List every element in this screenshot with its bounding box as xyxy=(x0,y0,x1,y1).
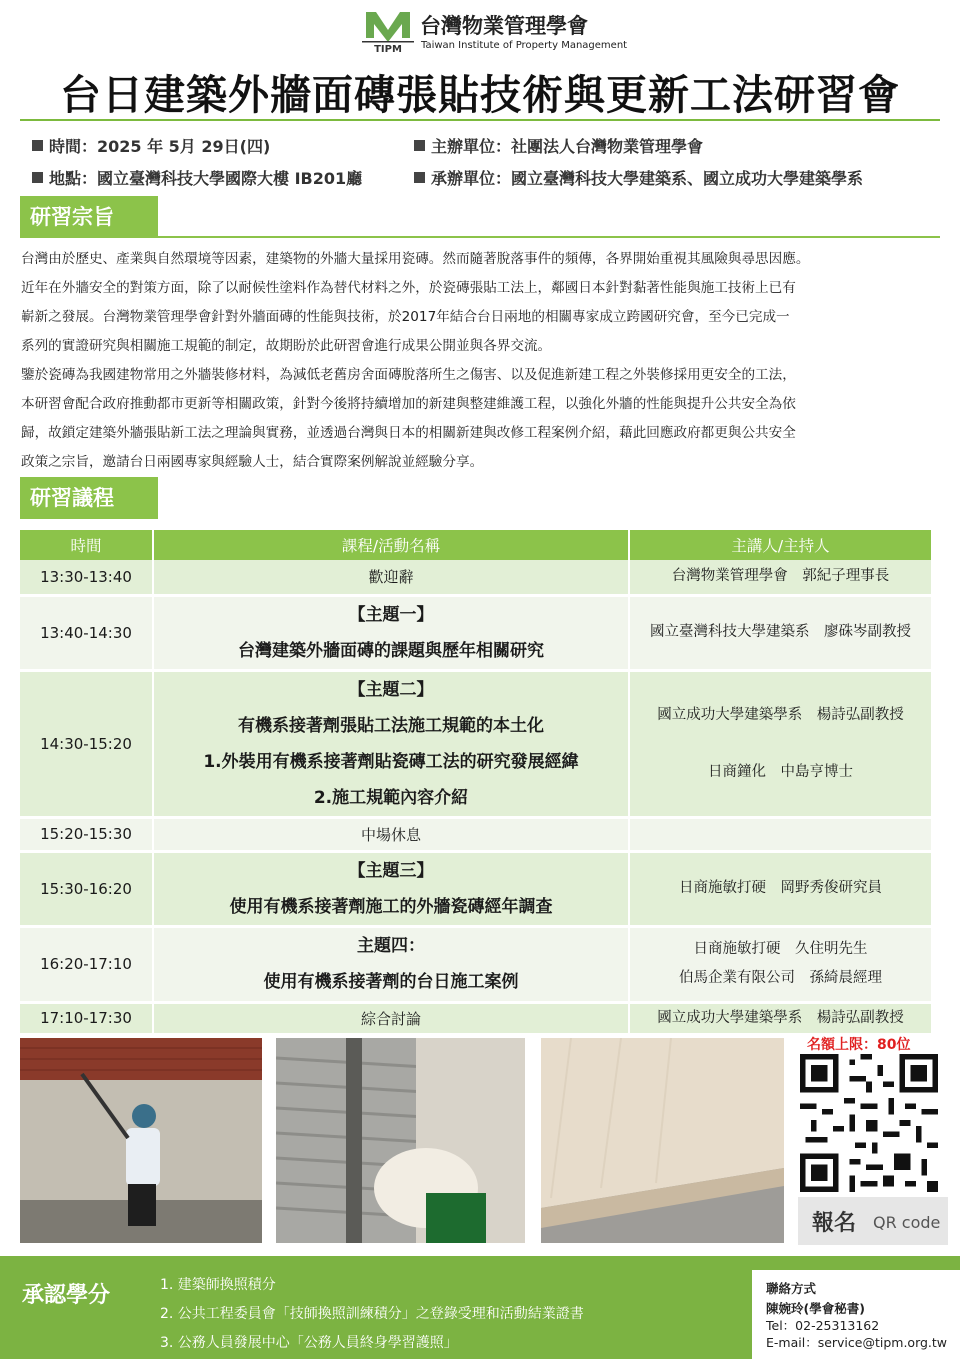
row-time: 17:10-17:30 xyxy=(20,1002,153,1034)
row-speaker xyxy=(629,926,932,1002)
event-place-text: 地點：國立臺灣科技大學國際大樓 IB201廳 xyxy=(49,169,363,188)
row-time: 15:30-16:20 xyxy=(20,851,153,926)
purpose-rule xyxy=(20,236,940,238)
topic-line: 【主題二】 xyxy=(348,679,434,700)
credit-item: 1. 建築師換照積分 xyxy=(160,1277,276,1293)
speaker-line: 國立成功大學建築學系 楊詩弘副教授 xyxy=(657,706,904,723)
credit-item: 3. 公務人員發展中心「公務人員終身學習護照」 xyxy=(160,1335,458,1351)
col-topic: 課程/活動名稱 xyxy=(153,530,629,560)
qr-label-sub: QR code xyxy=(873,1213,941,1232)
title-divider xyxy=(20,119,940,121)
purpose-line: 系列的實證研究與相關施工規範的制定，故期盼於此研習會進行成果公開並與各界交流。 xyxy=(21,338,552,354)
row-topic xyxy=(153,926,629,1002)
topic-line: 1.外裝用有機系接著劑貼瓷磚工法的研究發展經緯 xyxy=(203,751,579,772)
topic-line: 台灣建築外牆面磚的課題與歷年相關研究 xyxy=(238,640,544,661)
table-row xyxy=(20,595,932,670)
topic-line: 【主題一】 xyxy=(348,604,434,625)
table-row xyxy=(20,670,932,817)
purpose-line: 鑒於瓷磚為我國建物常用之外牆裝修材料，為減低老舊房舍面磚脫落所生之傷害、以及促進新建工程之外裝修採用更安全的工法， xyxy=(21,367,796,383)
purpose-line: 政策之宗旨，邀請台日兩國專家與經驗人士，結合實際案例解說並經驗分享。 xyxy=(21,454,484,470)
row-topic xyxy=(153,595,629,670)
purpose-line: 台灣由於歷史、產業與自然環境等因素，建築物的外牆大量採用瓷磚。然而隨著脫落事件的頻傳，各界開始重視其風險與尋思因應。 xyxy=(21,251,810,267)
page-title: 台日建築外牆面磚張貼技術與更新工法研習會 xyxy=(60,71,900,119)
bullet-square-icon xyxy=(32,172,43,183)
bullet-square-icon xyxy=(32,140,43,151)
purpose-line: 歸，故鎖定建築外牆張貼新工法之理論與實務，並透過台灣與日本的相關新建與改修工程案例介紹，藉此回應政府都更與公共安全 xyxy=(21,425,796,441)
purpose-text xyxy=(21,245,941,477)
org-name: 台灣物業管理學會 xyxy=(420,14,588,38)
bullet-square-icon xyxy=(414,172,425,183)
credit-item: 2. 公共工程委員會「技師換照訓練積分」之登錄受理和活動結業證書 xyxy=(160,1306,584,1322)
agenda-table xyxy=(20,530,933,1036)
purpose-line: 嶄新之發展。台灣物業管理學會針對外牆面磚的性能與技術，於2017年結合台日兩地的相關專家成立跨國研究會，至今已完成一 xyxy=(21,309,790,325)
contact-heading: 聯絡方式 xyxy=(766,1281,817,1296)
agenda-heading: 研習議程 xyxy=(20,477,158,519)
row-topic xyxy=(153,670,629,817)
event-time-text: 時間：2025 年 5月 29日(四) xyxy=(49,137,271,156)
row-speaker: 台灣物業管理學會 郭紀子理事長 xyxy=(629,560,932,595)
contact-tel[interactable]: Tel：02-25313162 xyxy=(766,1318,880,1333)
table-row xyxy=(20,1002,932,1034)
tile-closeup-photo xyxy=(541,1038,784,1243)
credits-title: 承認學分 xyxy=(22,1283,111,1308)
col-time: 時間 xyxy=(20,530,153,560)
bullet-square-icon xyxy=(414,140,425,151)
event-time xyxy=(32,134,270,157)
organizer xyxy=(414,134,703,157)
topic-line: 使用有機系接著劑施工的外牆瓷磚經年調查 xyxy=(229,896,553,917)
purpose-heading: 研習宗旨 xyxy=(20,196,158,238)
row-topic xyxy=(153,851,629,926)
topic-line: 主題四： xyxy=(357,936,425,956)
organizer-text: 主辦單位：社團法人台灣物業管理學會 xyxy=(431,137,704,156)
logo-text: TIPM xyxy=(374,44,402,54)
row-speaker: 日商施敏打硬 岡野秀俊研究員 xyxy=(629,851,932,926)
speaker-line: 日商鐘化 中島亨博士 xyxy=(708,763,853,780)
row-speaker xyxy=(629,817,932,851)
row-topic: 歡迎辭 xyxy=(153,560,629,595)
co-organizer xyxy=(414,166,863,189)
speaker-line: 日商施敏打硬 久住明先生 xyxy=(693,941,868,957)
row-time: 13:40-14:30 xyxy=(20,595,153,670)
topic-line: 【主題三】 xyxy=(348,860,434,881)
agenda-header-row xyxy=(20,530,932,560)
topic-line: 使用有機系接著劑的台日施工案例 xyxy=(263,972,519,992)
row-speaker: 國立臺灣科技大學建築系 廖硃岑副教授 xyxy=(629,595,932,670)
org-name-en: Taiwan Institute of Property Management xyxy=(421,40,628,51)
row-speaker: 國立成功大學建築學系 楊詩弘副教授 xyxy=(629,1002,932,1034)
registration-qr-code[interactable] xyxy=(800,1054,938,1192)
wall-cleaning-photo xyxy=(20,1038,262,1243)
row-time: 14:30-15:20 xyxy=(20,670,153,817)
tipm-logo-icon xyxy=(360,8,416,54)
row-time: 16:20-17:10 xyxy=(20,926,153,1002)
topic-line: 2.施工規範內容介紹 xyxy=(313,787,469,808)
purpose-line: 近年在外牆安全的對策方面，除了以耐候性塗料作為替代材料之外，於瓷磚張貼工法上，鄰國日本針對黏著性能與施工技術上已有 xyxy=(21,280,796,296)
col-speaker: 主講人/主持人 xyxy=(629,530,932,560)
speaker-line: 伯馬企業有限公司 孫綺晨經理 xyxy=(679,970,882,986)
row-time: 15:20-15:30 xyxy=(20,817,153,851)
contact-name: 陳婉玲(學會秘書) xyxy=(766,1301,865,1316)
capacity-limit: 名額上限：80位 xyxy=(807,1037,911,1053)
table-row xyxy=(20,926,932,1002)
table-row xyxy=(20,560,932,595)
purpose-line: 本研習會配合政府推動都市更新等相關政策，針對今後將持續增加的新建與整建維護工程，以強化外牆的性能與提升公共安全為依 xyxy=(21,396,796,412)
qr-label: 報名 xyxy=(812,1211,857,1236)
table-row xyxy=(20,851,932,926)
row-topic: 綜合討論 xyxy=(153,1002,629,1034)
event-place xyxy=(32,166,362,189)
contact-email[interactable]: E-mail：service@tipm.org.tw xyxy=(766,1335,948,1350)
row-time: 13:30-13:40 xyxy=(20,560,153,595)
row-speaker xyxy=(629,670,932,817)
row-topic: 中場休息 xyxy=(153,817,629,851)
tile-adhesive-photo xyxy=(276,1038,525,1243)
co-organizer-text: 承辦單位：國立臺灣科技大學建築系、國立成功大學建築學系 xyxy=(431,169,864,188)
table-row xyxy=(20,817,932,851)
topic-line: 有機系接著劑張貼工法施工規範的本土化 xyxy=(238,715,544,736)
